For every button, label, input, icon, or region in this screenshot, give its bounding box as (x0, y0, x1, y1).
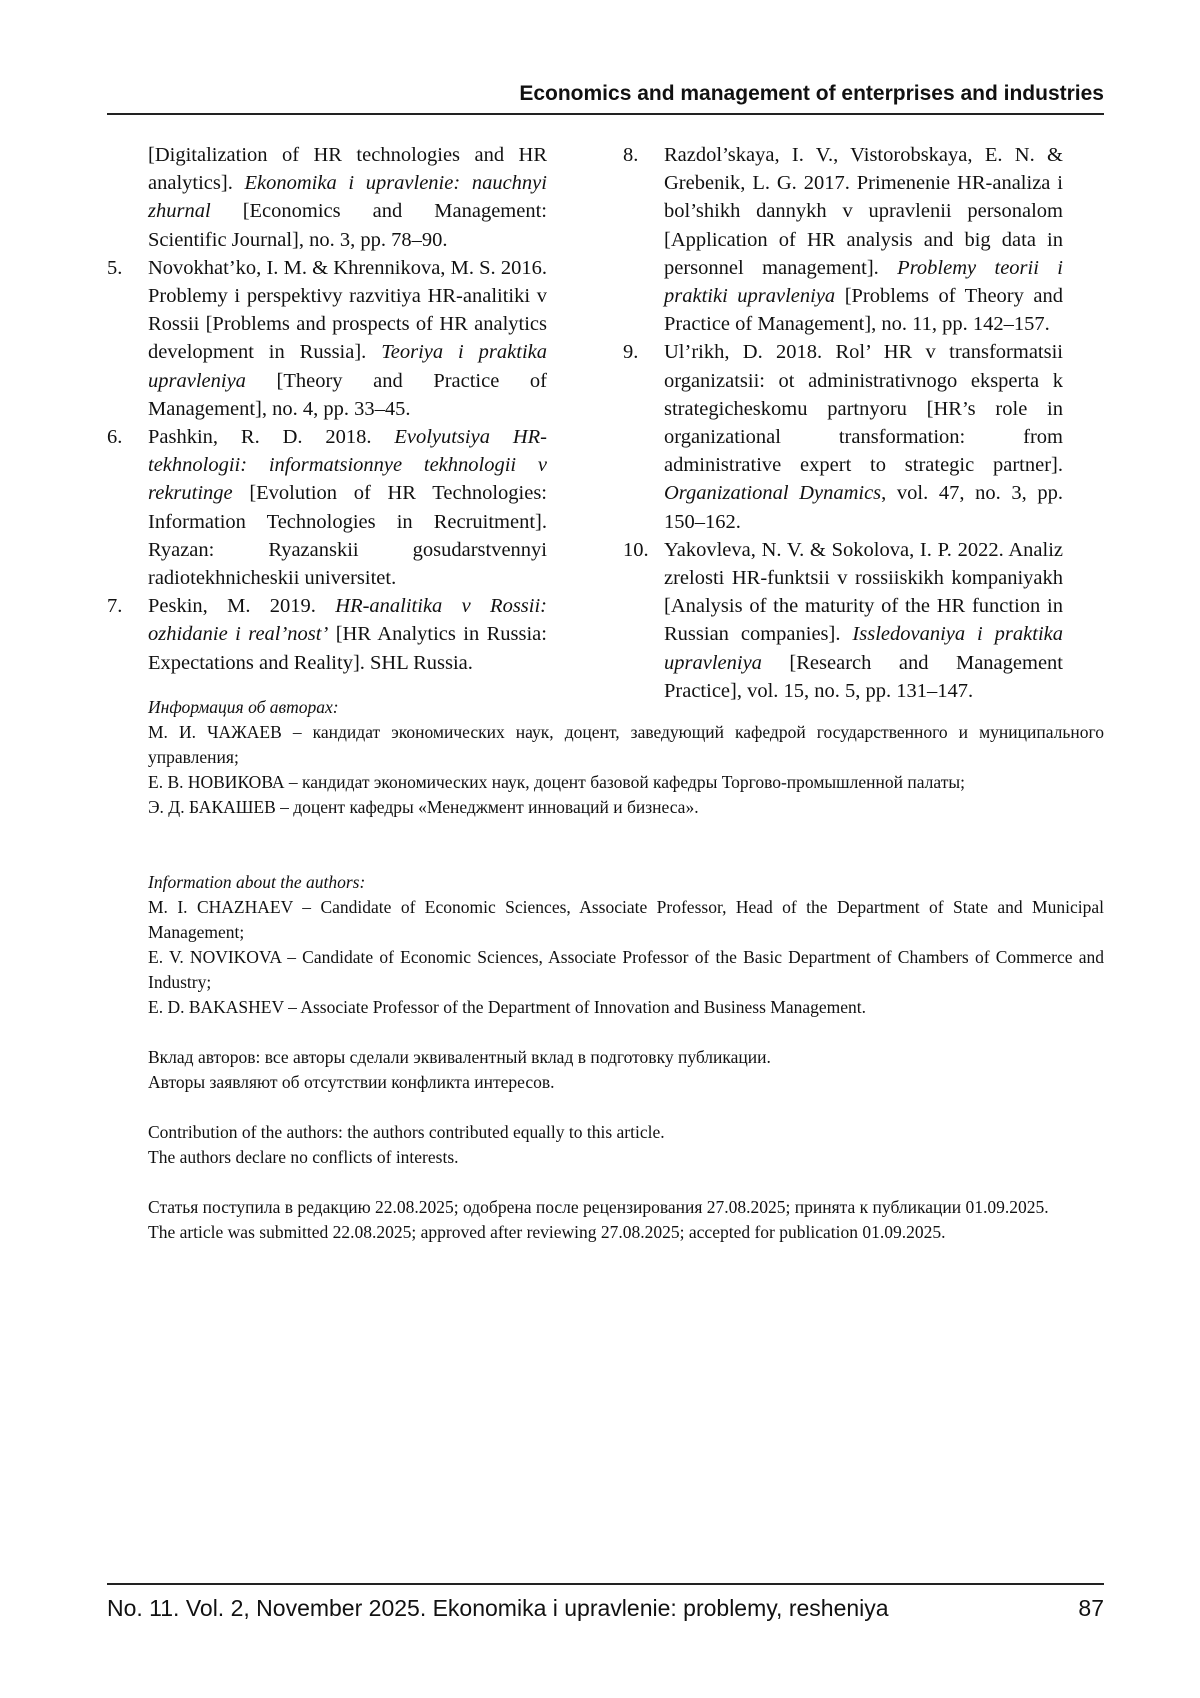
references-left-column (107, 141, 547, 677)
reference-8: 8. Razdol’skaya, I. V., Vistorobskaya, E. N. & Grebenik, L. G. 2017. Primenenie HR-analiza i bol’shikh dannykh v upravlenii personalom [Application of HR analysis and big data in personnel management]. Problemy teorii i praktiki upravleniya [Problems of Theory and Practice of Management], no. 11, pp. 142–157. (623, 144, 1063, 336)
page-footer (107, 1595, 1104, 1622)
authors-heading-en: Information about the authors: (148, 872, 366, 892)
author-2-ru: Е. В. НОВИКОВА – кандидат экономических наук, доцент базовой кафедры Торгово-промышленной палаты; (148, 772, 965, 792)
reference-4-continued: [Digitalization of HR technologies and HR analytics]. Ekonomika i upravlenie: nauchnyi zhurnal [Economics and Management: Scientific Journal], no. 3, pp. 78–90. (148, 144, 547, 251)
contribution-en (148, 1120, 1104, 1170)
footer-rule (107, 1583, 1104, 1585)
contribution-line-ru: Вклад авторов: все авторы сделали эквивалентный вклад в подготовку публикации. (148, 1047, 771, 1067)
author-1-ru: М. И. ЧАЖАЕВ – кандидат экономических наук, доцент, заведующий кафедрой государственного и муниципального управления; (148, 722, 1104, 767)
author-2-en: E. V. NOVIKOVA – Candidate of Economic Sciences, Associate Professor of the Basic Department of Chambers of Commerce and Industry; (148, 947, 1104, 992)
contribution-line-en: Contribution of the authors: the authors contributed equally to this article. (148, 1122, 665, 1142)
page-number: 87 (1078, 1595, 1104, 1621)
dates-ru: Статья поступила в редакцию 22.08.2025; одобрена после рецензирования 27.08.2025; принята к публикации 01.09.2025. (148, 1197, 1049, 1217)
reference-7: 7. Peskin, M. 2019. HR-analitika v Rossii: ozhidanie i real’nost’ [HR Analytics in Russia: Expectations and Reality]. SHL Russia. (107, 595, 547, 674)
authors-info-ru (148, 695, 1104, 820)
contribution-ru (148, 1045, 1104, 1095)
references-right-column (623, 141, 1063, 705)
reference-5: 5. Novokhat’ko, I. M. & Khrennikova, M. S. 2016. Problemy i perspektivy razvitiya HR-analitiki v Rossii [Problems and prospects of HR analytics development in Russia]. Teoriya i praktika upravleniya [Theory and Practice of Management], no. 4, pp. 33–45. (107, 256, 547, 420)
author-3-ru: Э. Д. БАКАШЕВ – доцент кафедры «Менеджмент инноваций и бизнеса». (148, 797, 699, 817)
article-dates (148, 1195, 1104, 1245)
conflict-line-ru: Авторы заявляют об отсутствии конфликта интересов. (148, 1072, 555, 1092)
authors-info-en (148, 870, 1104, 1020)
dates-en: The article was submitted 22.08.2025; approved after reviewing 27.08.2025; accepted for publication 01.09.2025. (148, 1222, 946, 1242)
reference-6: 6. Pashkin, R. D. 2018. Evolyutsiya HR-tekhnologii: informatsionnye tekhnologii v rekrutinge [Evolution of HR Technologies: Information Technologies in Recruitment]. Ryazan: Ryazanskii gosudarstvennyi radiotekhnicheskii universitet. (107, 426, 547, 590)
authors-heading-ru: Информация об авторах: (148, 697, 339, 717)
author-3-en: E. D. BAKASHEV – Associate Professor of the Department of Innovation and Business Management. (148, 997, 867, 1017)
footer-journal: No. 11. Vol. 2, November 2025. Ekonomika i upravlenie: problemy, resheniya (107, 1595, 889, 1621)
author-1-en: M. I. CHAZHAEV – Candidate of Economic Sciences, Associate Professor, Head of the Department of State and Municipal Management; (148, 897, 1104, 942)
reference-9: 9. Ul’rikh, D. 2018. Rol’ HR v transformatsii organizatsii: ot administrativnogo eksperta k strategicheskomu partnyoru [HR’s role in organizational transformation: from administrative expert to strategic partner]. Organizational Dynamics, vol. 47, no. 3, pp. 150–162. (623, 341, 1064, 533)
conflict-line-en: The authors declare no conflicts of interests. (148, 1147, 459, 1167)
running-header: Economics and management of enterprises and industries (519, 82, 1104, 105)
header-rule (107, 113, 1104, 115)
reference-10: 10. Yakovleva, N. V. & Sokolova, I. P. 2022. Analiz zrelosti HR-funktsii v rossiiskikh kompaniyakh [Analysis of the maturity of the HR function in Russian companies]. Issledovaniya i praktika upravleniya [Research and Management Practice], vol. 15, no. 5, pp. 131–147. (623, 538, 1063, 702)
